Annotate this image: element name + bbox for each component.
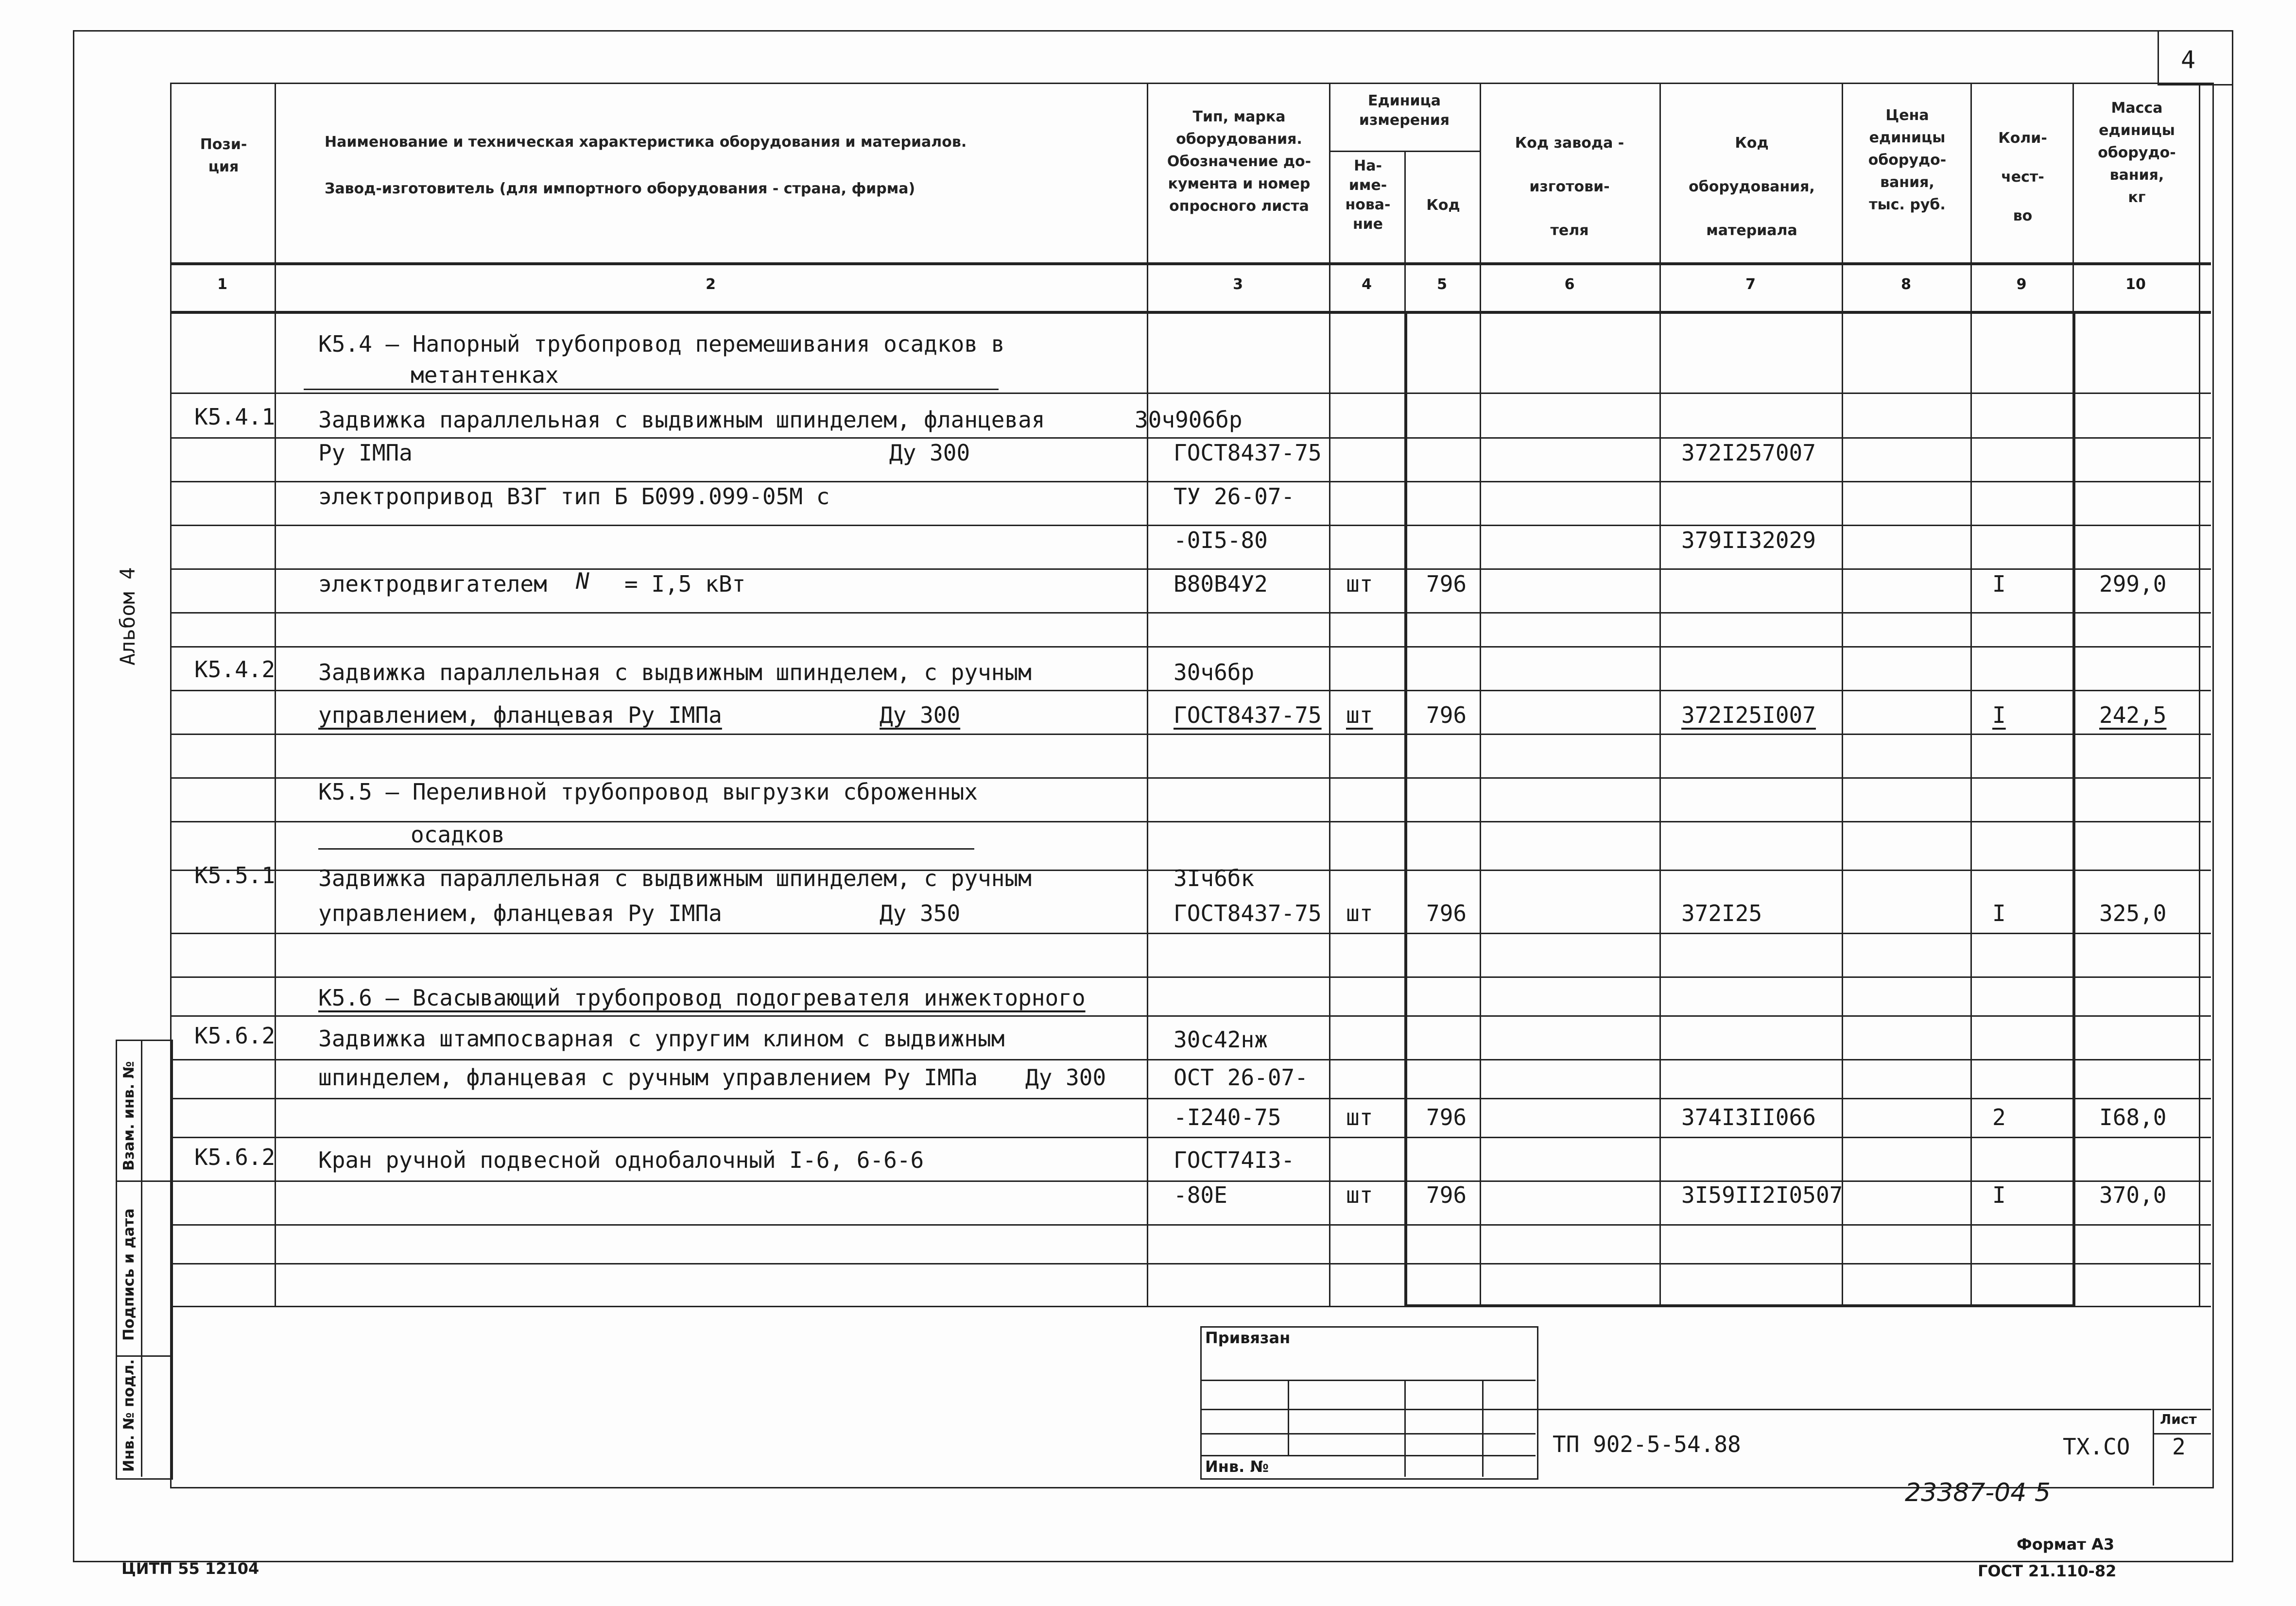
gost-label: ГОСТ 21.110-82 xyxy=(1978,1562,2117,1580)
row-line xyxy=(170,568,2211,570)
item-quantity: I xyxy=(1992,1182,2006,1208)
header-unit-code: Код xyxy=(1426,197,1460,214)
thick-line xyxy=(2072,313,2075,1307)
item-type: -I240-75 xyxy=(1174,1104,1281,1130)
col-line xyxy=(1147,83,1148,1307)
item-equipment-code: 372I25I007 xyxy=(1681,702,1816,728)
item-type: ОСТ 26-07- xyxy=(1174,1064,1308,1091)
section-title-cont: метантенках xyxy=(411,362,559,388)
column-number: 3 xyxy=(1233,276,1243,293)
item-position: К5.5.1 xyxy=(194,862,276,888)
item-mass: 242,5 xyxy=(2099,702,2167,728)
item-name: управлением, фланцевая Ру IМПа xyxy=(318,900,722,926)
row-line xyxy=(170,1306,2211,1307)
column-number: 10 xyxy=(2125,276,2146,293)
header-name-line1: Наименование и техническая характеристика оборудования и материалов. xyxy=(325,134,967,151)
item-mass: 325,0 xyxy=(2099,900,2167,926)
header-unit-name: На- име- нова- ние xyxy=(1345,157,1391,233)
row-line xyxy=(170,1263,2211,1264)
col-line xyxy=(2199,83,2200,1307)
item-position: К5.6.2 xyxy=(194,1023,276,1049)
item-du: Ду 350 xyxy=(880,900,961,926)
column-number: 7 xyxy=(1745,276,1756,293)
stamp-podpis: Подпись и дата xyxy=(121,1208,138,1341)
row-line xyxy=(170,690,2211,691)
column-number: 5 xyxy=(1437,276,1447,293)
col-line xyxy=(1480,83,1481,1307)
item-du: Ду 300 xyxy=(889,440,970,466)
stamp-vzam: Взам. инв. № xyxy=(121,1061,138,1171)
stamp-line xyxy=(141,1040,142,1477)
item-type: -0I5-80 xyxy=(1174,527,1268,553)
thick-line xyxy=(1404,313,1407,1307)
item-type: ТУ 26-07- xyxy=(1174,483,1295,510)
handwritten-number: 23387-04 5 xyxy=(1905,1478,2051,1507)
sheet-corner-number: 4 xyxy=(2181,46,2196,74)
header-equipment-code: Код оборудования, материала xyxy=(1689,135,1815,239)
row-line xyxy=(170,393,2211,394)
album-label: Альбом 4 xyxy=(116,567,139,666)
title-line xyxy=(1536,1409,2211,1410)
privyazan-block xyxy=(1200,1326,1538,1480)
item-name: Кран ручной подвесной однобалочный I-6, 6-6-6 xyxy=(318,1147,924,1173)
print-code: ЦИТП 55 12104 xyxy=(121,1559,259,1578)
item-unit: шт xyxy=(1346,571,1373,597)
title-line xyxy=(1200,1380,1536,1381)
section-underline xyxy=(304,389,999,390)
item-unit-code: 796 xyxy=(1426,1182,1467,1208)
item-equipment-code: 374I3II066 xyxy=(1681,1104,1816,1130)
format-label: Формат А3 xyxy=(2017,1535,2115,1554)
colnum-bottom-line xyxy=(170,311,2211,314)
item-unit-code: 796 xyxy=(1426,702,1467,728)
item-type: ГОСТ8437-75 xyxy=(1174,900,1322,926)
item-quantity: I xyxy=(1992,571,2006,597)
item-type: 30с42нж xyxy=(1174,1026,1268,1053)
item-mass: 299,0 xyxy=(2099,571,2167,597)
title-line xyxy=(1200,1455,1536,1456)
stamp-line xyxy=(116,1180,170,1182)
item-type: 30ч906бр xyxy=(1135,407,1243,433)
item-name: Ру IМПа xyxy=(318,440,413,466)
header-price: Цена единицы оборудо- вания, тыс. руб. xyxy=(1868,107,1947,213)
col-line xyxy=(1970,83,1972,1307)
item-type: 3Iч6бк xyxy=(1174,865,1255,891)
row-line xyxy=(170,734,2211,735)
title-line xyxy=(1482,1380,1484,1477)
header-position: Пози- ция xyxy=(200,136,247,175)
sheet-number: 2 xyxy=(2172,1434,2186,1460)
item-equipment-code: 379II32029 xyxy=(1681,527,1816,553)
row-line xyxy=(170,1059,2211,1060)
row-line xyxy=(170,1137,2211,1138)
row-line xyxy=(170,612,2211,614)
title-line xyxy=(1200,1409,1536,1410)
section-underline xyxy=(318,848,974,850)
column-number: 6 xyxy=(1564,276,1575,293)
item-name: шпинделем, фланцевая с ручным управлением Ру IМПа xyxy=(318,1064,978,1091)
col-line xyxy=(1659,83,1661,1307)
item-position: К5.4.2 xyxy=(194,656,276,683)
section-title: К5.6 – Всасывающий трубопровод подогревателя инжекторного xyxy=(318,985,1086,1011)
column-number: 2 xyxy=(706,276,716,293)
title-line xyxy=(1404,1380,1406,1477)
row-line xyxy=(170,933,2211,934)
column-number: 9 xyxy=(2016,276,2027,293)
row-line xyxy=(170,1098,2211,1099)
column-number: 4 xyxy=(1362,276,1372,293)
title-line xyxy=(1200,1433,1536,1435)
item-mass: 370,0 xyxy=(2099,1182,2167,1208)
item-quantity: 2 xyxy=(1992,1104,2006,1130)
column-number: 1 xyxy=(217,276,227,293)
document-mark: ТХ.СО xyxy=(2063,1434,2130,1460)
item-mass: I68,0 xyxy=(2099,1104,2167,1130)
row-line xyxy=(170,481,2211,482)
header-mass: Масса единицы оборудо- вания, кг xyxy=(2098,100,2176,206)
column-number: 8 xyxy=(1901,276,1911,293)
section-title: К5.4 – Напорный трубопровод перемешивания осадков в xyxy=(318,331,1005,357)
item-name: электропривод ВЗГ тип Б Б099.099-05М с xyxy=(318,483,830,510)
sheet-label: Лист xyxy=(2160,1411,2197,1427)
row-line xyxy=(1329,151,1480,152)
item-equipment-code: 372I257007 xyxy=(1681,440,1816,466)
row-line xyxy=(170,525,2211,526)
item-du: Ду 300 xyxy=(880,702,961,728)
item-name: Задвижка параллельная с выдвижным шпинделем, фланцевая xyxy=(318,407,1045,433)
item-name: управлением, фланцевая Ру IМПа xyxy=(318,702,722,728)
inv-no-label: Инв. № xyxy=(1205,1457,1269,1476)
item-type: ГОСТ8437-75 xyxy=(1174,440,1322,466)
item-name: Задвижка параллельная с выдвижным шпинделем, с ручным xyxy=(318,865,1032,891)
row-line xyxy=(170,1224,2211,1226)
header-type: Тип, марка оборудования. Обозначение до- кумента и номер опросного листа xyxy=(1167,108,1312,215)
header-quantity: Коли- чест- во xyxy=(1998,130,2047,224)
item-equipment-code: 372I25 xyxy=(1681,900,1762,926)
row-line xyxy=(170,976,2211,978)
col-line xyxy=(1329,83,1330,1307)
item-type: 30ч6бр xyxy=(1174,659,1255,685)
item-name: Задвижка параллельная с выдвижным шпинделем, с ручным xyxy=(318,659,1032,685)
item-name: электродвигателем xyxy=(318,571,547,597)
header-name-line2: Завод-изготовитель (для импортного оборудования - страна, фирма) xyxy=(325,180,915,197)
row-line xyxy=(170,1015,2211,1017)
item-type: -80Е xyxy=(1174,1182,1227,1208)
item-unit-code: 796 xyxy=(1426,900,1467,926)
item-type: В80В4У2 xyxy=(1174,571,1268,597)
item-type: ГОСТ8437-75 xyxy=(1174,702,1322,728)
item-quantity: I xyxy=(1992,900,2006,926)
section-title: К5.5 – Переливной трубопровод выгрузки сброженных xyxy=(318,779,978,805)
item-position: К5.4.1 xyxy=(194,404,276,430)
item-du: Ду 300 xyxy=(1025,1064,1106,1091)
col-line xyxy=(275,83,276,1307)
item-quantity: I xyxy=(1992,702,2006,728)
stamp-inv: Инв. № подл. xyxy=(121,1359,138,1472)
item-type: ГОСТ74I3- xyxy=(1174,1147,1295,1173)
header-bottom-line xyxy=(170,262,2211,265)
section-title-cont: осадков xyxy=(411,821,505,848)
header-unit-group: Единица измерения xyxy=(1359,92,1450,129)
item-power: = I,5 кВт xyxy=(624,571,746,597)
item-position: К5.6.2 xyxy=(194,1144,276,1170)
item-unit-code: 796 xyxy=(1426,571,1467,597)
item-name: Задвижка штампосварная с упругим клином с выдвижным xyxy=(318,1025,1005,1052)
row-line xyxy=(170,437,2211,439)
header-factory-code: Код завода - изготови- теля xyxy=(1515,135,1624,239)
item-unit: шт xyxy=(1346,1104,1373,1130)
title-line xyxy=(2153,1409,2154,1486)
power-symbol: N xyxy=(576,568,589,594)
title-line xyxy=(1288,1380,1289,1455)
col-line xyxy=(1842,83,1843,1307)
privyazan-label: Привязан xyxy=(1205,1329,1291,1347)
document-code: ТП 902-5-54.88 xyxy=(1553,1431,1741,1457)
item-unit-code: 796 xyxy=(1426,1104,1467,1130)
item-equipment-code: 3I59II2I0507 xyxy=(1681,1182,1843,1208)
stamp-line xyxy=(116,1355,170,1357)
item-unit: шт xyxy=(1346,900,1373,926)
item-unit: шт xyxy=(1346,702,1373,728)
item-unit: шт xyxy=(1346,1182,1373,1208)
row-line xyxy=(170,646,2211,648)
